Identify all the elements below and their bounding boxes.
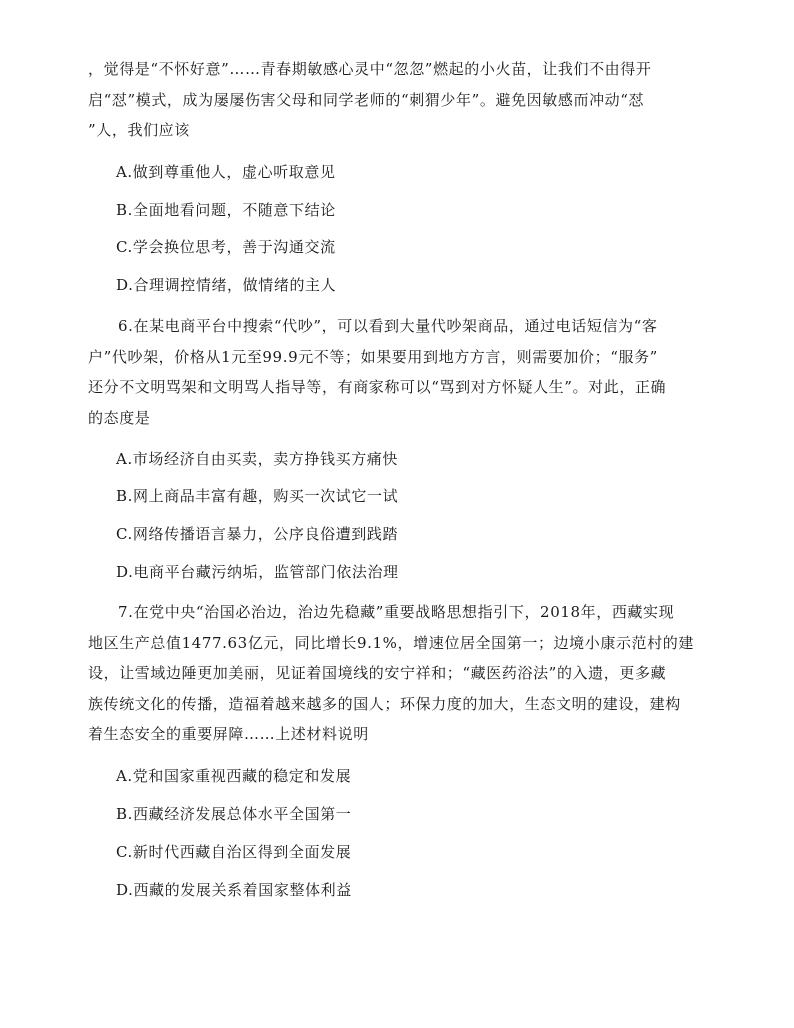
q7-option-d: D.西藏的发展关系着国家整体利益 xyxy=(116,881,352,899)
q6-option-c: C.网络传播语言暴力，公序良俗遭到践踏 xyxy=(116,525,399,543)
q6-stem-line: 户”代吵架，价格从1元至99.9元不等；如果要用到地方方言，则需要加价；“服务” xyxy=(88,347,658,366)
q5-option-d: D.合理调控情绪，做情绪的主人 xyxy=(116,276,337,294)
q6-option-d: D.电商平台藏污纳垢，监管部门依法治理 xyxy=(116,563,399,581)
q7-stem-line: 着生态安全的重要屏障……上述材料说明 xyxy=(88,725,369,743)
q7-stem-line: 地区生产总值1477.63亿元，同比增长9.1%，增速位居全国第一；边境小康示范村的建 xyxy=(88,633,694,652)
q6-stem xyxy=(88,311,708,433)
q6-option-b: B.网上商品丰富有趣，购买一次试它一试 xyxy=(116,487,399,505)
q5-stem xyxy=(88,54,708,146)
q5-option-a: A.做到尊重他人，虚心听取意见 xyxy=(116,163,336,181)
q7-option-b: B.西藏经济发展总体水平全国第一 xyxy=(116,805,352,823)
q7-stem-line: 族传统文化的传播，造福着越来越多的国人；环保力度的加大，生态文明的建设，建构 xyxy=(88,694,681,713)
q7-stem-line: 设，让雪域边陲更加美丽，见证着国境线的安宁祥和；“藏医药浴法”的入遗，更多藏 xyxy=(88,664,667,682)
q5-option-b: B.全面地看问题，不随意下结论 xyxy=(116,201,336,219)
q6-option-a: A.市场经济自由买卖，卖方挣钱买方痛快 xyxy=(116,450,399,468)
q7-option-c: C.新时代西藏自治区得到全面发展 xyxy=(116,843,352,861)
q7-option-a: A.党和国家重视西藏的稳定和发展 xyxy=(116,767,352,785)
q6-stem-line: 还分不文明骂架和文明骂人指导等，有商家称可以“骂到对方怀疑人生”。对此，正确 xyxy=(88,378,667,396)
q5-option-c: C.学会换位思考，善于沟通交流 xyxy=(116,238,336,256)
q5-stem-line: 启“怼”模式，成为屡屡伤害父母和同学老师的“刺猬少年”。避免因敏感而冲动“怼 xyxy=(88,90,645,109)
q6-stem-line: 的态度是 xyxy=(88,408,151,427)
q5-stem-line: ，觉得是“不怀好意”……青春期敏感心灵中“忽忽”燃起的小火苗，让我们不由得开 xyxy=(88,60,652,78)
q7-stem xyxy=(88,597,708,750)
q6-stem-line: 6.在某电商平台中搜索“代吵”，可以看到大量代吵架商品，通过电话短信为“客 xyxy=(118,317,658,335)
q5-stem-line: ”人，我们应该 xyxy=(88,121,190,139)
q7-stem-line: 7.在党中央“治国必治边，治边先稳藏”重要战略思想指引下，2018年，西藏实现 xyxy=(118,603,675,621)
